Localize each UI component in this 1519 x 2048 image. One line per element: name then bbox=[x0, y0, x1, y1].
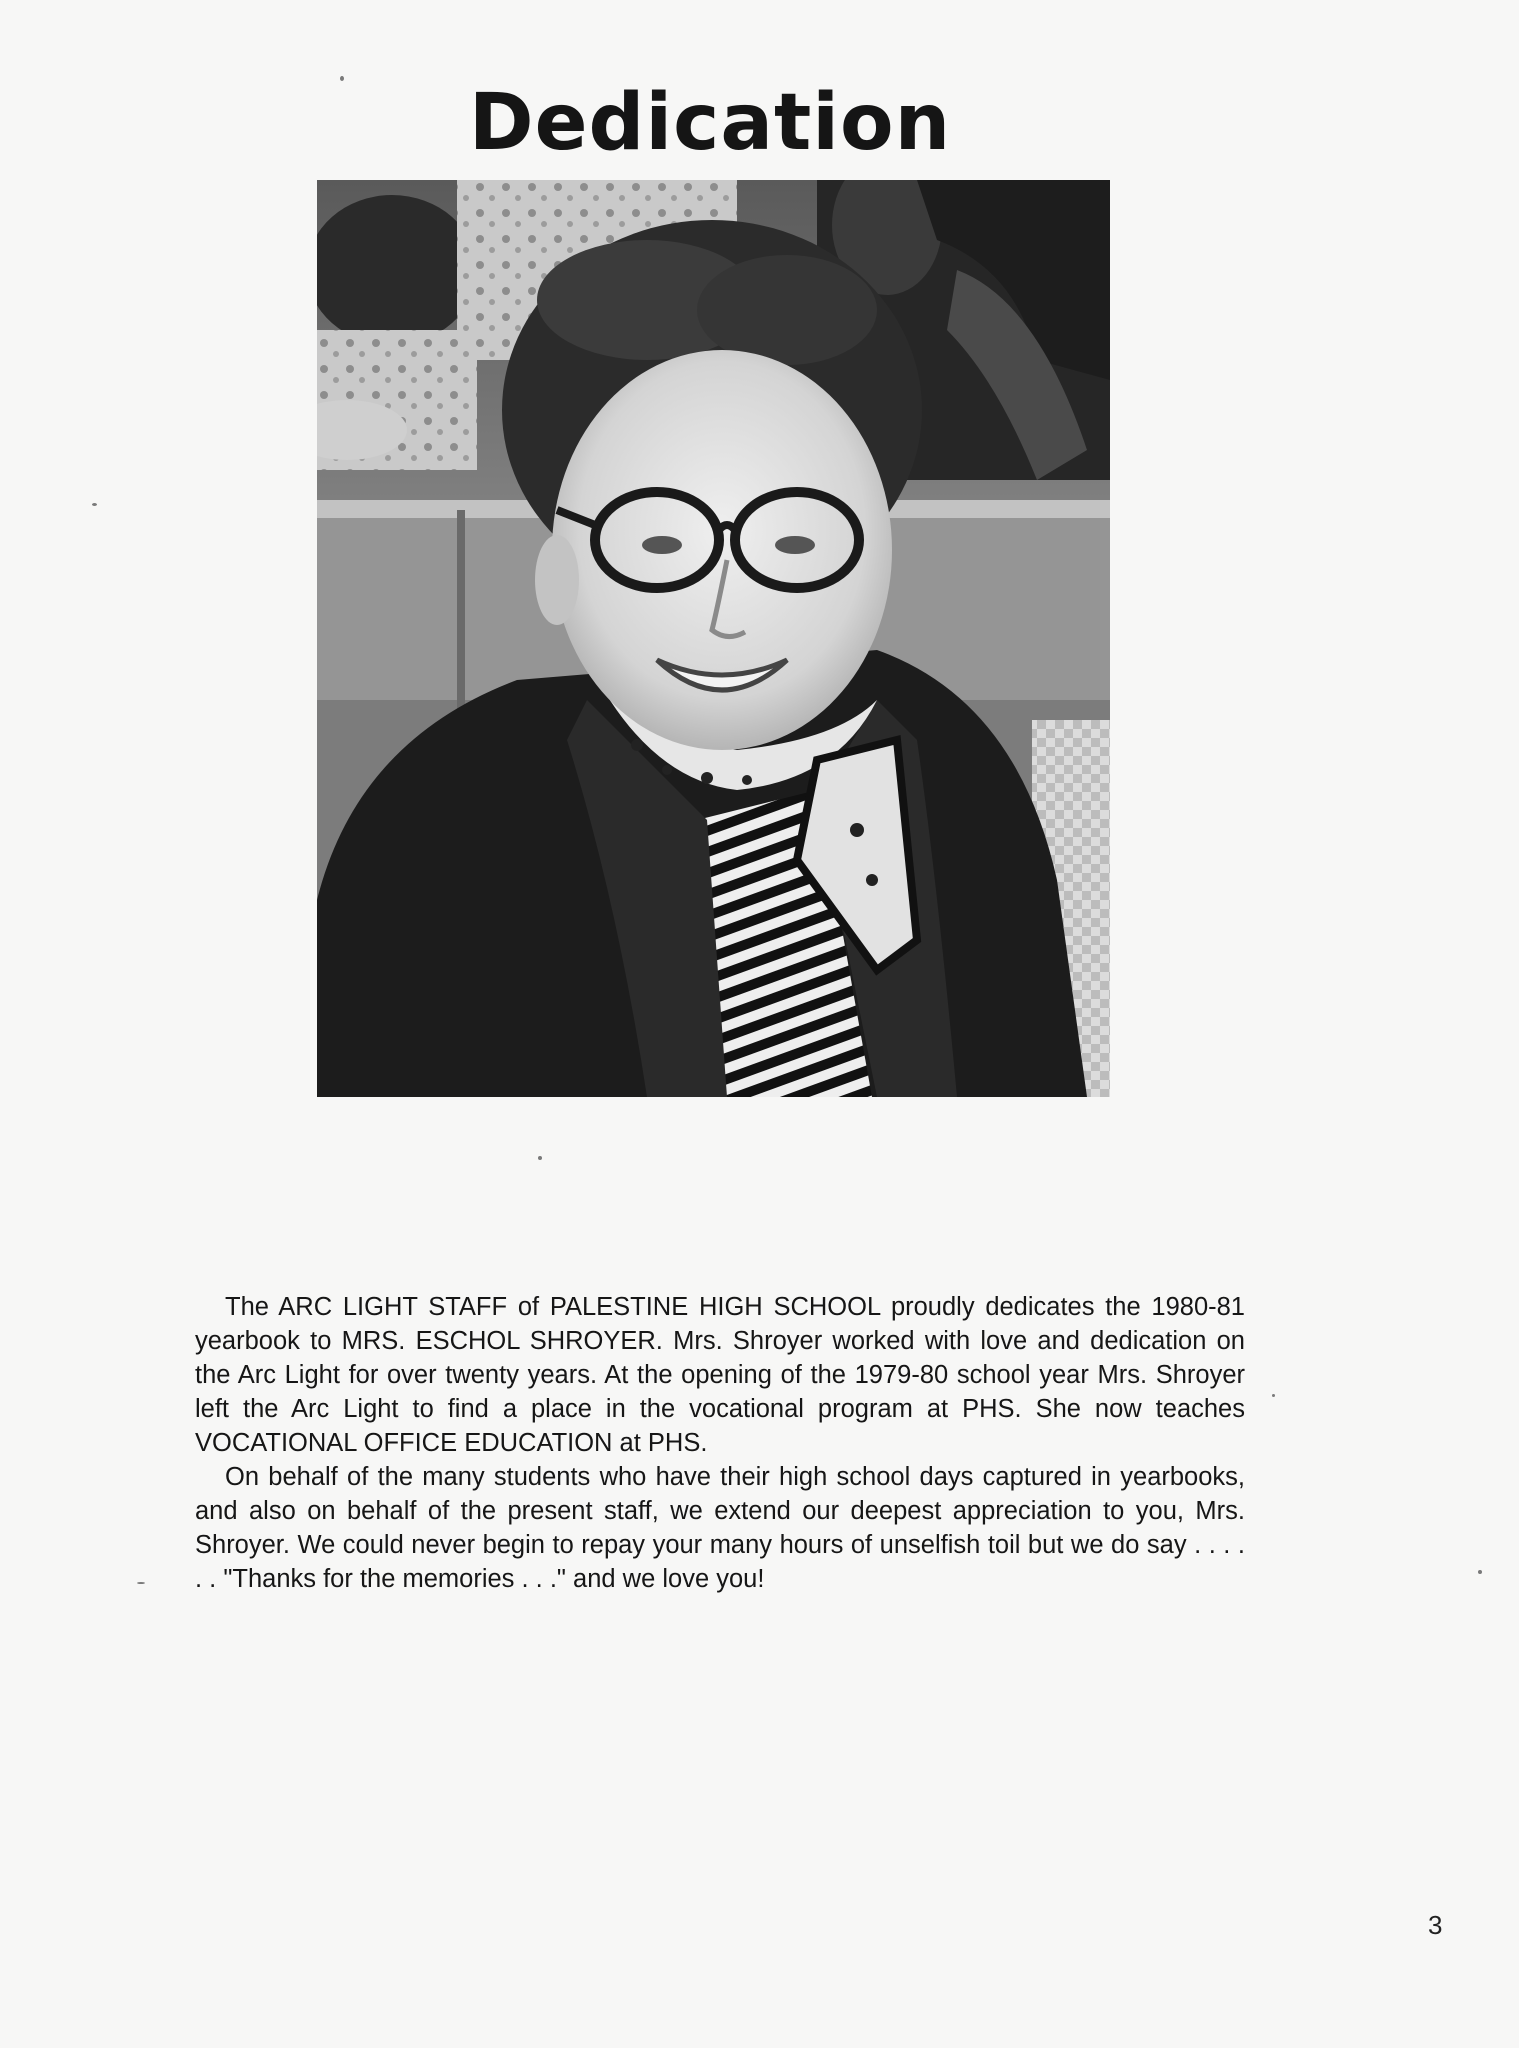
portrait-photo-icon bbox=[317, 180, 1110, 1097]
dedication-photo bbox=[317, 180, 1110, 1097]
page-number: 3 bbox=[1428, 1910, 1443, 1940]
paper-speck bbox=[538, 1156, 542, 1160]
paper-speck bbox=[1478, 1570, 1482, 1574]
page-title: Dedication bbox=[468, 78, 952, 168]
dedication-text bbox=[195, 1290, 1245, 1596]
paper-speck bbox=[1272, 1394, 1275, 1397]
paper-speck bbox=[92, 503, 97, 506]
paper-speck bbox=[137, 1582, 145, 1584]
dedication-paragraph-1: The ARC LIGHT STAFF of PALESTINE HIGH SCHOOL proudly dedicates the 1980-81 yearbook to MRS. ESCHOL SHROYER. Mrs. Shroyer worked with love and dedication on the Arc Light for over twenty years. At the opening of the 1979-80 school year Mrs. Shroyer left the Arc Light to find a place in the vocational program at PHS. She now teaches VOCATIONAL OFFICE EDUCATION at PHS. bbox=[195, 1293, 1245, 1457]
paper-speck bbox=[340, 76, 344, 81]
dedication-paragraph-2: On behalf of the many students who have their high school days captured in yearbooks, and also on behalf of the present staff, we extend our deepest appreciation to you, Mrs. Shroyer. We could never begin to repay your many hours of unselfish toil but we do say . . . . . . "Thanks for the memories . . ." and we love you! bbox=[195, 1463, 1245, 1593]
